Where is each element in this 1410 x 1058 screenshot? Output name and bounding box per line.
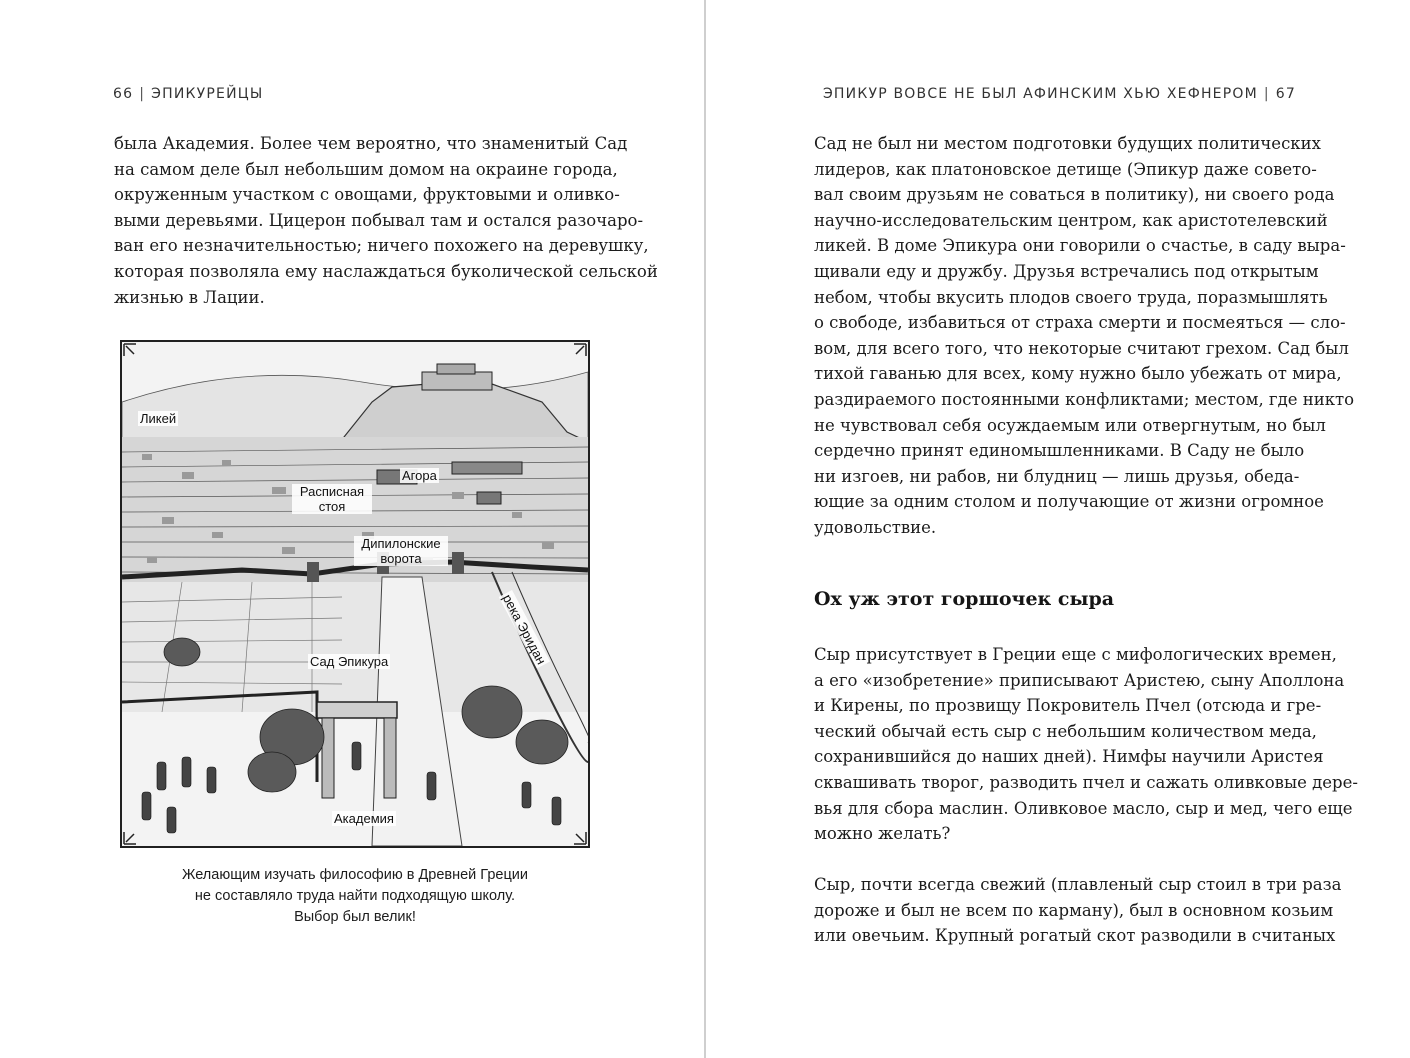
section-heading: Ох уж этот горшочек сыра bbox=[814, 588, 1115, 610]
text-line: была Академия. Более чем вероятно, что знаменитый Сад bbox=[114, 134, 628, 153]
page-number-right: 67 bbox=[1275, 86, 1296, 102]
running-head-left bbox=[113, 86, 263, 102]
right-paragraph-2 bbox=[814, 642, 1358, 847]
text-line: научно-исследовательским центром, как аристотелевский bbox=[814, 210, 1328, 230]
athens-illustration bbox=[120, 340, 590, 848]
text-line: которая позволяла ему наслаждаться буколической сельской bbox=[114, 261, 658, 281]
text-line: удовольствие. bbox=[814, 517, 937, 537]
left-page bbox=[0, 0, 704, 1058]
right-page bbox=[706, 0, 1410, 1058]
caption-line: не составляло труда найти подходящую школу. bbox=[194, 888, 516, 904]
label-agora: Агора bbox=[402, 468, 437, 483]
text-line: Сад не был ни местом подготовки будущих политических bbox=[814, 134, 1321, 153]
label-painted-stoa: Расписная стоя bbox=[292, 484, 372, 514]
text-line: на самом деле был небольшим домом на окраине города, bbox=[114, 159, 618, 179]
text-line: выми деревьями. Цицерон побывал там и остался разочаро- bbox=[114, 210, 644, 230]
text-line: тихой гаванью для всех, кому нужно было убежать от мира, bbox=[814, 364, 1342, 384]
label-lykeion: Ликей bbox=[140, 411, 177, 426]
right-paragraph-1 bbox=[814, 131, 1354, 541]
label-academy: Академия bbox=[334, 811, 394, 826]
figure-caption bbox=[120, 865, 590, 928]
text-line: сохранившийся до наших дней). Нимфы научили Аристея bbox=[814, 747, 1324, 767]
text-line: вья для сбора маслин. Оливковое масло, сыр и мед, чего еще bbox=[814, 798, 1353, 818]
text-line: не чувствовал себя осуждаемым или отвергнутым, но был bbox=[814, 415, 1326, 435]
running-head-title-right: ЭПИКУР ВОВСЕ НЕ БЫЛ АФИНСКИМ ХЬЮ ХЕФНЕРОМ bbox=[822, 86, 1258, 102]
text-line: щивали еду и дружбу. Друзья встречались под открытым bbox=[814, 261, 1319, 281]
text-line: сквашивать творог, разводить пчел и сажать оливковые дере- bbox=[814, 772, 1358, 792]
text-line: ван его незначительностью; ничего похожего на деревушку, bbox=[114, 236, 649, 256]
text-line: вал своим друзьям не соваться в политику), ни своего рода bbox=[814, 185, 1335, 205]
running-head-title-left: ЭПИКУРЕЙЦЫ bbox=[151, 86, 264, 102]
text-line: вом, для всего того, что некоторые считают грехом. Сад был bbox=[814, 338, 1349, 358]
text-line: раздираемого постоянными конфликтами; местом, где никто bbox=[814, 389, 1355, 409]
text-line: окруженным участком с овощами, фруктовыми и оливко- bbox=[114, 185, 620, 205]
text-line: Сыр присутствует в Греции еще с мифологических времен, bbox=[814, 645, 1337, 664]
text-line: сердечно принят единомышленниками. В Саду не было bbox=[814, 441, 1305, 461]
text-line: ческий обычай есть сыр с небольшим количеством меда, bbox=[814, 721, 1317, 741]
text-line: ющие за одним столом и получающие от жизни огромное bbox=[814, 492, 1324, 512]
caption-line: Выбор был велик! bbox=[294, 909, 416, 925]
illustration-drawing bbox=[122, 342, 588, 846]
running-head-separator: | bbox=[139, 86, 146, 102]
label-dipylon-gate: Дипилонские ворота bbox=[354, 536, 448, 566]
text-line: жизнью в Лации. bbox=[114, 287, 265, 307]
text-line: небом, чтобы вкусить плодов своего труда, поразмышлять bbox=[814, 287, 1328, 307]
text-line: и Кирены, по прозвищу Покровитель Пчел (отсюда и гре- bbox=[814, 696, 1322, 716]
text-line: Сыр, почти всегда свежий (плавленый сыр стоил в три раза bbox=[814, 875, 1342, 894]
text-line: можно желать? bbox=[814, 824, 951, 844]
label-eridanos-river: река Эридан bbox=[499, 591, 550, 667]
text-line: ни изгоев, ни рабов, ни блудниц — лишь друзья, обеда- bbox=[814, 466, 1300, 486]
text-line: или овечьим. Крупный рогатый скот разводили в считаных bbox=[814, 926, 1336, 946]
page-number-left: 66 bbox=[113, 86, 134, 102]
label-garden-of-epicurus: Сад Эпикура bbox=[310, 654, 389, 669]
caption-line: Желающим изучать философию в Древней Греции bbox=[182, 867, 528, 883]
right-paragraph-3 bbox=[814, 872, 1341, 949]
text-line: а его «изобретение» приписывают Аристею, сыну Аполлона bbox=[814, 670, 1345, 690]
running-head-separator: | bbox=[1263, 86, 1270, 102]
text-line: о свободе, избавиться от страха смерти и посмеяться — сло- bbox=[814, 313, 1346, 333]
text-line: дороже и был не всем по карману), был в основном козьим bbox=[814, 900, 1334, 920]
running-head-right bbox=[823, 86, 1296, 102]
left-paragraph bbox=[114, 131, 658, 310]
text-line: ликей. В доме Эпикура они говорили о счастье, в саду выра- bbox=[814, 236, 1346, 256]
text-line: лидеров, как платоновское детище (Эпикур даже совето- bbox=[814, 159, 1317, 179]
